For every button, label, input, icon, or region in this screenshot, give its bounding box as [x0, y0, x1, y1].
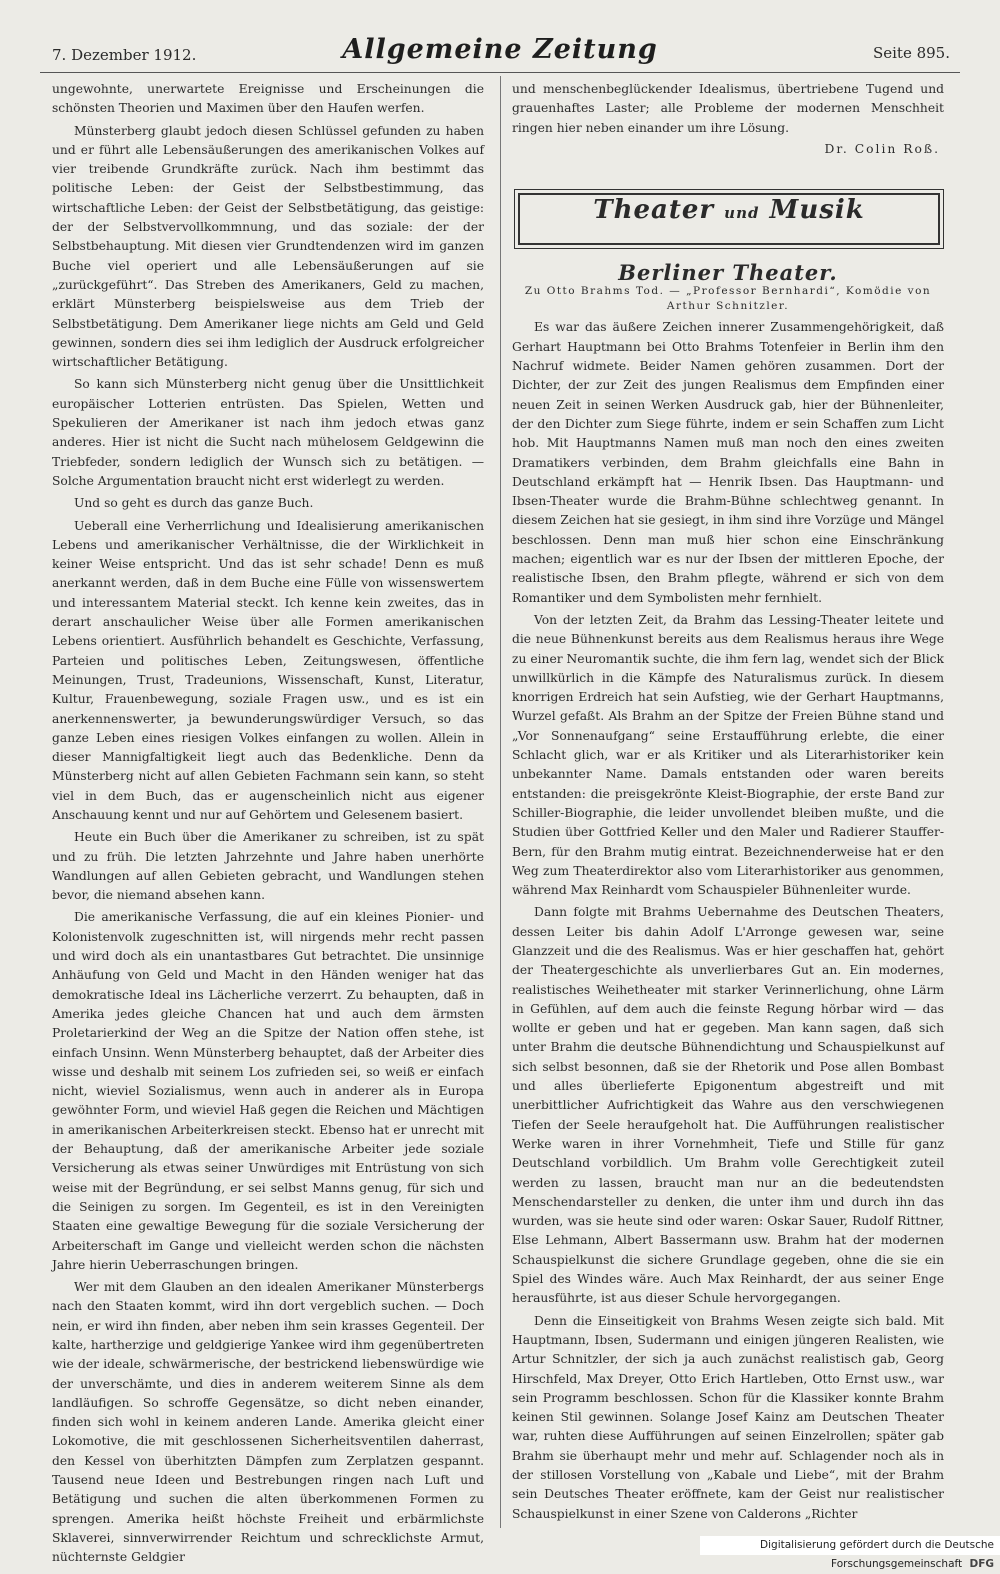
article-paragraph: Denn die Einseitigkeit von Brahms Wesen zeigte sich bald. Mit Hauptmann, Ibsen, Sudermann und einigen jüngeren Realisten, wie Artur Schnitzler, der sich ja auch zunächst realistisch gab, Georg Hirschfeld, Max Dreyer, Otto Erich Hartleben, Otto Ernst usw., war sein Programm beschlossen. Schon für die Klassiker konnte Brahm keinen Stil gewinnen. Solange Josef Kainz am Deutschen Theater war, ruhten diese Aufführungen auf seinen Einzelrollen; später gab Brahm sie überhaupt mehr und mehr auf. Schlagender noch als in der stillosen Vorstellung von „Kabale und Liebe“, mit der Brahm sein Deutsches Theater eröffnete, kam der Geist nur realistischer Schauspielkunst in einer Szene von Calderons „Richter: [512, 1313, 944, 1521]
section-heading-musik: Musik: [769, 195, 865, 226]
header-page-number: Seite 895.: [872, 44, 950, 62]
article-paragraph: und menschenbeglückender Idealismus, übertriebene Tugend und grauenhaftes Laster; alle Probleme der modernen Menschheit ringen hier neben einander um ihre Lösung.: [512, 82, 944, 135]
page-header: [40, 30, 960, 70]
author-signature: Dr. Colin Roß.: [824, 141, 940, 156]
article-paragraph: Es war das äußere Zeichen innerer Zusammengehörigkeit, daß Gerhart Hauptmann bei Otto Brahms Totenfeier in Berlin ihm den Nachruf widmete. Beider Namen gehören zusammen. Dort der Dichter, der zur Zeit des jungen Realismus dem Empfinden einer neuen Zeit in seinen Werken Ausdruck gab, hier der Bühnenleiter, der den Dichter zum Siege führte, indem er sein Schaffen zum Licht hob. Mit Hauptmanns Namen muß man noch den eines zweiten Dramatikers verbinden, dem Brahm gleichfalls eine Bahn in Deutschland erkämpft hat — Henrik Ibsen. Das Hauptmann- und Ibsen-Theater wurde die Brahm-Bühne schlechtweg genannt. In diesem Zeichen hat sie gesiegt, in ihm sind ihre Vorzüge und Mängel beschlossen. Denn man muß hier schon eine Einschränkung machen; eigentlich war es nur der Ibsen der mittleren Epoche, der realistische Ibsen, den Brahm pflegte, während er sich von dem Romantiker und dem Symbolisten mehr fernhielt.: [512, 320, 944, 605]
article-paragraph: ungewohnte, unerwartete Ereignisse und Erscheinungen die schönsten Theorien und Maximen über den Haufen werfen.: [52, 82, 484, 116]
article-paragraph: Und so geht es durch das ganze Buch.: [74, 496, 314, 511]
footer-text: Digitalisierung gefördert durch die Deutsche Forschungsgemeinschaft: [760, 1539, 994, 1570]
article-paragraph: Dann folgte mit Brahms Uebernahme des Deutschen Theaters, dessen Leiter bis dahin Adolf L'Arronge gewesen war, seine Glanzzeit und die des Realismus. Was er hier geschaffen hat, gehört der Theatergeschichte als unverlierbares Gut an. Ein modernes, realistisches Weihetheater mit starker Verinnerlichung, ohne Lärm in Gefühlen, auf dem auch die feinste Regung hörbar wird — das wollte er geben und hat er gegeben. Man kann sagen, daß sich unter Brahm die deutsche Bühnendichtung und Schauspielkunst auf sich selbst besonnen, daß sie der Rhetorik und Pose allen Bombast und alles überlieferte Epigonentum abgestreift und mit unerbittlicher Aufrichtigkeit das Wahre aus den verschwiegenen Tiefen der Seele heraufgeholt hat. Die Aufführungen realistischer Werke waren in ihrer Vornehmheit, Tiefe und Stille für ganz Deutschland vorbildlich. Um Brahm volle Gerechtigkeit zuteil werden zu lassen, braucht man nur an die bedeutendsten Menschendarsteller zu denken, die unter ihm und durch ihn das wurden, was sie heute sind oder waren: Oskar Sauer, Rudolf Rittner, Else Lehmann, Albert Bassermann usw. Brahm hat der modernen Schauspielkunst die sichere Grundlage gegeben, ohne die sie ein Spiel des Windes wäre. Auch Max Reinhardt, der aus seiner Enge herausführte, ist aus dieser Schule hervorgegangen.: [512, 905, 944, 1306]
article-paragraph: Von der letzten Zeit, da Brahm das Lessing-Theater leitete und die neue Bühnenkunst bereits aus dem Realismus heraus ihre Wege zu einer Neuromantik suchte, die ihm fern lag, wendet sich der Blick unwillkürlich in die Kämpfe des Naturalismus zurück. In diesem knorrigen Erdreich hat sein Aufstieg, wie der Gerhart Hauptmanns, Wurzel gefaßt. Als Brahm an der Spitze der Freien Bühne stand und „Vor Sonnenaufgang“ seine Erstaufführung erlebte, die einer Schlacht glich, war er als Kritiker und als Literarhistoriker kein unbekannter Name. Damals entstanden oder waren bereits entstanden: die preisgekrönte Kleist-Biographie, der erste Band zur Schiller-Biographie, die leider unvollendet bleiben mußte, und die Studien über Gottfried Keller und den Maler und Radierer Stauffer-Bern, für den Brahm mutig eintrat. Bezeichnenderweise hat er den Weg zum Theaterdirektor also vom Literarhistoriker aus genommen, während Max Reinhardt vom Schauspieler Bühnenleiter wurde.: [512, 612, 944, 898]
section-heading-box: [518, 193, 940, 245]
masthead-title: Allgemeine Zeitung: [342, 34, 658, 65]
section-heading-theater: Theater: [593, 195, 715, 226]
article-paragraph: So kann sich Münsterberg nicht genug über die Unsittlichkeit europäischer Lotterien entrüsten. Das Spielen, Wetten und Spekulieren der Amerikaner ist nach ihm jedoch etwas ganz anderes. Hier ist nicht die Sucht nach mühelosem Geldgewinn die Triebfeder, sondern lediglich der Wunsch sich zu betätigen. — Solche Argumentation braucht nicht erst widerlegt zu werden.: [52, 377, 484, 488]
article-paragraph: Wer mit dem Glauben an den idealen Amerikaner Münsterbergs nach den Staaten kommt, wird ihn dort vergeblich suchen. — Doch nein, er wird ihn finden, aber neben ihm sein krasses Gegenteil. Der kalte, hartherzige und geldgierige Yankee wird ihm gegenübertreten wie der ideale, schwärmerische, der bestrickend liebenswürdige wie der unverschämte, und dies in anderem weiterem Sinne als dem landläufigen. So schroffe Gegensätze, so dicht neben einander, finden sich wohl in keinem anderen Lande. Amerika gleicht einer Lokomotive, die mit geschlossenen Sicherheitsventilen daherrast, den Kessel von überhitzten Dämpfen zum Zerplatzen gespannt. Tausend neue Ideen und Bestrebungen ringen nach Luft und Betätigung und suchen die alten überkommenen Formen zu sprengen. Amerika heißt höchste Freiheit und erbärmlichste Sklaverei, sinnverwirrender Reichtum und schrecklichste Armut, nüchternste Geldgier: [52, 1280, 484, 1565]
article-paragraph: Münsterberg glaubt jedoch diesen Schlüssel gefunden zu haben und er führt alle Lebensäußerungen des amerikanischen Volkes auf vier treibende Grundkräfte zurück. Nach ihm bestimmt das politische Leben: der Geist der Selbstbestimmung, das wirtschaftliche Leben: der Geist der Selbstbetätigung, das geistige: der der Selbstvervollkommnung, und das soziale: der der Selbstbehauptung. Mit diesen vier Grundtendenzen wird im ganzen Buche viel operiert und alle Lebensäußerungen auf sie „zurückgeführt“. Das Streben des Amerikaners, Geld zu machen, erklärt Münsterberg beispielsweise aus dem Trieb der Selbstbetätigung. Dem Amerikaner liege nichts am Geld und Geld gewinnen, sondern dies sei ihm lediglich der Ausdruck erfolgreicher wirtschaftlicher Betätigung.: [52, 123, 484, 370]
right-column: [512, 80, 944, 1524]
header-rule: [40, 72, 960, 73]
column-divider: [500, 76, 501, 1528]
section-heading: [593, 195, 865, 226]
article-paragraph: Die amerikanische Verfassung, die auf ein kleines Pionier- und Kolonistenvolk zugeschnitten ist, will nirgends mehr recht passen und wird doch als ein unantastbares Gut betrachtet. Die unsinnige Anhäufung von Geld und Macht in den Händen weniger hat das demokratische Ideal ins Lächerliche verzerrt. Zu behaupten, daß in Amerika jedes gleiche Chancen hat und auch dem ärmsten Proletarierkind der Weg an die Spitze der Nation offen stehe, ist einfach Unsinn. Wenn Münsterberg behauptet, daß der Arbeiter dies wisse und deshalb mit seinem Los zufrieden sei, so weiß er einfach nicht, wieviel Sozialismus, wenn auch in anderer als in Europa gewöhnter Form, und wieviel Haß gegen die Reichen und Mächtigen in amerikanischen Arbeiterkreisen steckt. Ebenso hat er unrecht mit der Behauptung, daß der amerikanische Arbeiter jede soziale Versicherung als etwas seiner Unwürdiges mit Entrüstung von sich weise mit der Begründung, er sei selbst Manns genug, für sich und die Seinigen zu sorgen. Im Gegenteil, es ist in den Vereinigten Staaten eine gewaltige Bewegung für die soziale Versicherung der Arbeiterschaft im Gange und vielleicht werden schon die nächsten Jahre hierin Ueberraschungen bringen.: [52, 910, 484, 1272]
digitization-footer: [700, 1536, 1000, 1570]
article-paragraph: Ueberall eine Verherrlichung und Idealisierung amerikanischen Lebens und amerikanischer Verhältnisse, die der Wirklichkeit in keiner Weise entspricht. Und das ist sehr schade! Denn es muß anerkannt werden, daß in dem Buche eine Fülle von wissenswertem und interessantem Material steckt. Ich kenne kein zweites, das in derart anschaulicher Weise über alle Formen amerikanischen Lebens orientiert. Ausführlich behandelt es Geschichte, Verfassung, Parteien und politisches Leben, Zeitungswesen, öffentliche Meinungen, Trust, Tradeunions, Wissenschaft, Kunst, Literatur, Kultur, Frauenbewegung, soziale Fragen usw., und es ist ein anerkennenswerter, ja bewunderungswürdiger Versuch, so das ganze Leben eines riesigen Volkes einfangen zu wollen. Allein in dieser Mannigfaltigkeit liegt auch das Bedenkliche. Denn da Münsterberg nicht auf allen Gebieten Fachmann sein kann, so steht viel in dem Buch, das er augenscheinlich nicht aus eigener Anschauung kennt und nur auf Gehörtem und Gelesenem basiert.: [52, 518, 484, 822]
header-date: 7. Dezember 1912.: [52, 46, 197, 64]
section-heading-und: und: [724, 204, 760, 223]
article-headline: Berliner Theater.: [618, 260, 838, 286]
article-paragraph: Heute ein Buch über die Amerikaner zu schreiben, ist zu spät und zu früh. Die letzten Jahrzehnte und Jahre haben unerhörte Wandlungen auf allen Gebieten gebracht, und Wandlungen stehen bevor, die niemand absehen kann.: [52, 830, 484, 903]
dfg-logo-icon: DFG: [969, 1558, 994, 1570]
left-column: [52, 80, 484, 1568]
article-subtitle: Zu Otto Brahms Tod. — „Professor Bernhardi“, Komödie von Arthur Schnitzler.: [524, 285, 932, 313]
